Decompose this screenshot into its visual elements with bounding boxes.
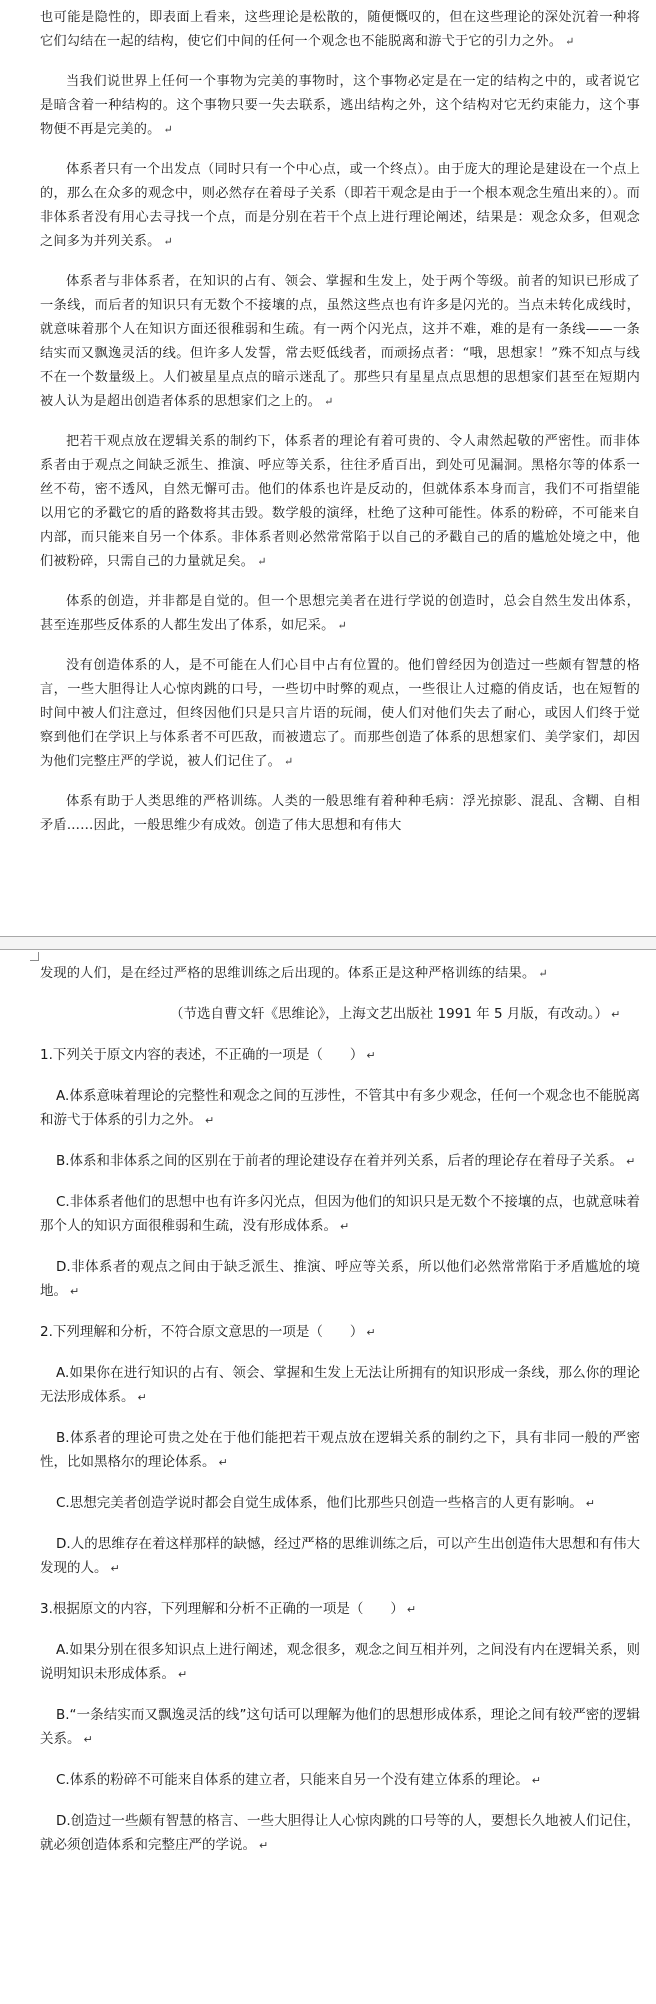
answer-option[interactable]: D.创造过一些颇有智慧的格言、一些大胆得让人心惊肉跳的口号等的人，要想长久地被人们记住，就必须创造体系和完整庄严的学说。 ↵	[40, 1813, 640, 1853]
passage-paragraph: 体系的创造，并非都是自觉的。但一个思想完美者在进行学说的创造时，总会自然生发出体系，甚至连那些反体系的人都生发出了体系，如尼采。 ↵	[40, 594, 640, 633]
question-stem: 2.下列理解和分析，不符合原文意思的一项是（ ） ↵	[40, 1324, 376, 1340]
passage-paragraph: 也可能是隐性的，即表面上看来，这些理论是松散的，随便慨叹的，但在这些理论的深处沉着一种将它们勾结在一起的结构，使它们中间的任何一个观念也不能脱离和游弋于它的引力之外。 ↵	[40, 10, 640, 49]
answer-option[interactable]: B.“一条结实而又飘逸灵活的线”这句话可以理解为他们的思想形成体系，理论之间有较严密的逻辑关系。 ↵	[40, 1707, 640, 1747]
passage-paragraph: 发现的人们，是在经过严格的思维训练之后出现的。体系正是这种严格训练的结果。 ↵	[40, 966, 548, 981]
passage-paragraph: 没有创造体系的人，是不可能在人们心目中占有位置的。他们曾经因为创造过一些颇有智慧的格言，一些大胆得让人心惊肉跳的口号，一些切中时弊的观点，一些很让人过瘾的俏皮话，也在短暂的时间中被人们注意过，但终因他们只是只言片语的玩闹，使人们对他们失去了耐心，或因人们终于觉察到他们在学识上与体系者不可匹敌，而被遗忘了。而那些创造了体系的思想家们、美学家们，却因为他们完整庄严的学说，被人们记住了。 ↵	[40, 658, 640, 769]
answer-option[interactable]: C.思想完美者创造学说时都会自觉生成体系，他们比那些只创造一些格言的人更有影响。 ↵	[56, 1495, 595, 1511]
passage-paragraph: 把若干观点放在逻辑关系的制约下，体系者的理论有着可贵的、令人肃然起敬的严密性。而非体系者由于观点之间缺乏派生、推演、呼应等关系，往往矛盾百出，到处可见漏洞。黑格尔等的体系一丝不苟，密不透风，自然无懈可击。他们的体系也许是反动的，但就体系本身而言，我们不可指望能以用它的矛戳它的盾的路数将其击毁。数学般的演绎，杜绝了这种可能性。体系的粉碎，不可能来自内部，而只能来自另一个体系。非体系者则必然常常陷于以自己的矛戳自己的盾的尴尬处境之中，他们被粉碎，只需自己的力量就足矣。 ↵	[40, 434, 640, 569]
passage-paragraph: 体系有助于人类思维的严格训练。人类的一般思维有着种种毛病：浮光掠影、混乱、含糊、自相矛盾……因此，一般思维少有成效。创造了伟大思想和有伟大	[40, 794, 640, 833]
passage-paragraph: 体系者与非体系者，在知识的占有、领会、掌握和生发上，处于两个等级。前者的知识已形成了一条线，而后者的知识只有无数个不接壤的点，虽然这些点也有许多是闪光的。当点未转化成线时，就意味着那个人在知识方面还很稚弱和生疏。有一两个闪光点，这并不难，难的是有一条线——一条结实而又飘逸灵活的线。但许多人发誓，常去贬低线者，而顽扬点者：“哦，思想家！”殊不知点与线不在一个数量级上。人们被星星点点的暗示迷乱了。那些只有星星点点思想的思想家们甚至在短期内被人认为是超出创造者体系的思想家们之上的。 ↵	[40, 274, 640, 409]
answer-option[interactable]: C.体系的粉碎不可能来自体系的建立者，只能来自另一个没有建立体系的理论。 ↵	[56, 1772, 541, 1788]
passage-paragraph: 当我们说世界上任何一个事物为完美的事物时，这个事物必定是在一定的结构之中的，或者说它是暗含着一种结构的。这个事物只要一失去联系，逃出结构之外，这个结构对它无约束能力，这个事物便不再是完美的。 ↵	[40, 74, 640, 137]
margin-corner-mark	[30, 952, 39, 961]
page-2	[0, 948, 656, 2004]
answer-option[interactable]: D.人的思维存在着这样那样的缺憾，经过严格的思维训练之后，可以产生出创造伟大思想和有伟大发现的人。 ↵	[40, 1536, 640, 1576]
answer-option[interactable]: A.体系意味着理论的完整性和观念之间的互涉性，不管其中有多少观念，任何一个观念也不能脱离和游弋于体系的引力之外。 ↵	[40, 1088, 640, 1128]
passage-paragraph: 体系者只有一个出发点（同时只有一个中心点，或一个终点）。由于庞大的理论是建设在一个点上的，那么在众多的观念中，则必然存在着母子关系（即若干观念是由于一个根本观念生殖出来的）。而非体系者没有用心去寻找一个点，而是分别在若干个点上进行理论阐述，结果是：观念众多，但观念之间多为并列关系。 ↵	[40, 162, 640, 249]
page-1	[0, 0, 656, 936]
answer-option[interactable]: A.如果分别在很多知识点上进行阐述，观念很多，观念之间互相并列，之间没有内在逻辑关系，则说明知识未形成体系。 ↵	[40, 1642, 640, 1682]
question-stem: 3.根据原文的内容，下列理解和分析不正确的一项是（ ） ↵	[40, 1601, 417, 1617]
answer-option[interactable]: B.体系者的理论可贵之处在于他们能把若干观点放在逻辑关系的制约之下，具有非同一般的严密性，比如黑格尔的理论体系。 ↵	[40, 1430, 640, 1470]
question-stem: 1.下列关于原文内容的表述，不正确的一项是（ ） ↵	[40, 1047, 376, 1063]
answer-option[interactable]: B.体系和非体系之间的区别在于前者的理论建设存在着并列关系，后者的理论存在着母子关系。 ↵	[56, 1153, 636, 1169]
source-note: （节选自曹文轩《思维论》，上海文艺出版社 1991 年 5 月版，有改动。） ↵	[170, 1006, 621, 1022]
answer-option[interactable]: A.如果你在进行知识的占有、领会、掌握和生发上无法让所拥有的知识形成一条线，那么你的理论无法形成体系。 ↵	[40, 1365, 640, 1405]
answer-option[interactable]: D.非体系者的观点之间由于缺乏派生、推演、呼应等关系，所以他们必然常常陷于矛盾尴尬的境地。 ↵	[40, 1259, 640, 1299]
answer-option[interactable]: C.非体系者他们的思想中也有许多闪光点，但因为他们的知识只是无数个不接壤的点，也就意味着那个人的知识方面很稚弱和生疏，没有形成体系。 ↵	[40, 1194, 640, 1234]
